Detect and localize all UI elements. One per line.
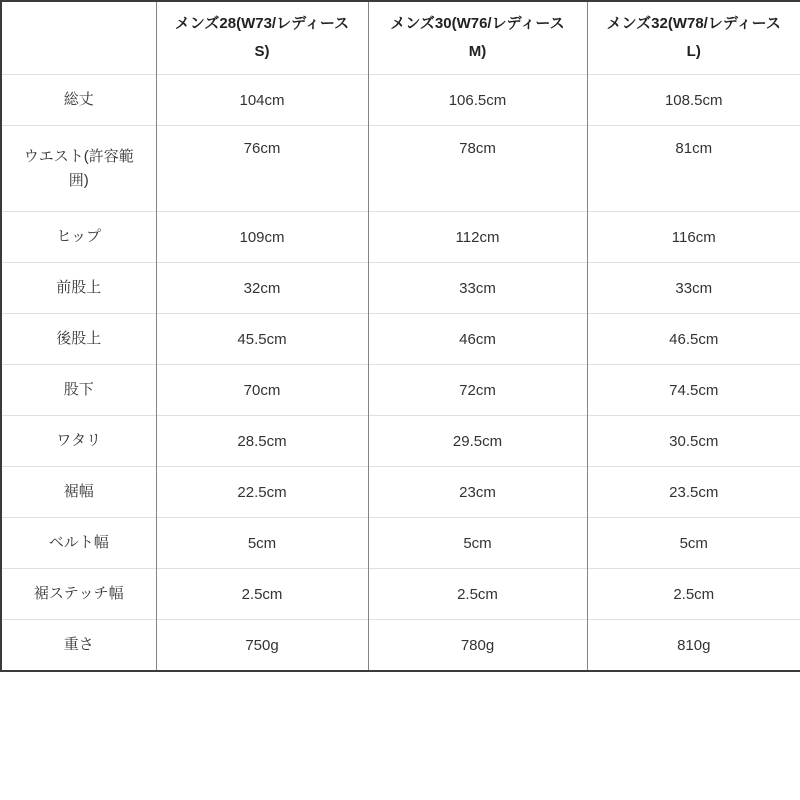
table-row-front-rise [1, 263, 800, 314]
size-cell: 23.5cm [587, 467, 800, 518]
row-label: 裾ステッチ幅 [1, 569, 156, 620]
table-row-total-length [1, 75, 800, 126]
table-row-back-rise [1, 314, 800, 365]
table-row-hem-width [1, 467, 800, 518]
table-header-row [1, 1, 800, 75]
size-cell: 2.5cm [156, 569, 368, 620]
size-cell: 5cm [368, 518, 587, 569]
table-row-hem-stitch-width [1, 569, 800, 620]
size-cell: 112cm [368, 212, 587, 263]
size-cell: 29.5cm [368, 416, 587, 467]
size-cell: 104cm [156, 75, 368, 126]
size-cell: 32cm [156, 263, 368, 314]
table-row-waist [1, 126, 800, 212]
row-label: ウエスト(許容範囲) [1, 126, 156, 212]
size-cell: 78cm [368, 126, 587, 212]
table-row-inseam [1, 365, 800, 416]
size-cell: 46.5cm [587, 314, 800, 365]
size-cell: 30.5cm [587, 416, 800, 467]
size-cell: 108.5cm [587, 75, 800, 126]
row-label: 重さ [1, 620, 156, 672]
row-label: 股下 [1, 365, 156, 416]
row-label: 総丈 [1, 75, 156, 126]
size-cell: 76cm [156, 126, 368, 212]
row-label: 後股上 [1, 314, 156, 365]
size-cell: 22.5cm [156, 467, 368, 518]
size-cell: 28.5cm [156, 416, 368, 467]
size-cell: 2.5cm [587, 569, 800, 620]
size-cell: 5cm [587, 518, 800, 569]
table-row-belt-width [1, 518, 800, 569]
size-cell: 23cm [368, 467, 587, 518]
size-cell: 45.5cm [156, 314, 368, 365]
size-cell: 74.5cm [587, 365, 800, 416]
row-label: ベルト幅 [1, 518, 156, 569]
row-label: 前股上 [1, 263, 156, 314]
size-cell: 81cm [587, 126, 800, 212]
size-cell: 70cm [156, 365, 368, 416]
size-cell: 106.5cm [368, 75, 587, 126]
row-label: ワタリ [1, 416, 156, 467]
column-header-mens28: メンズ28(W73/レディースS) [156, 1, 368, 75]
size-cell: 810g [587, 620, 800, 672]
size-cell: 33cm [587, 263, 800, 314]
size-cell: 5cm [156, 518, 368, 569]
table-row-weight [1, 620, 800, 672]
corner-cell [1, 1, 156, 75]
size-cell: 750g [156, 620, 368, 672]
size-cell: 109cm [156, 212, 368, 263]
size-cell: 116cm [587, 212, 800, 263]
row-label: 裾幅 [1, 467, 156, 518]
size-cell: 72cm [368, 365, 587, 416]
table-row-thigh-width [1, 416, 800, 467]
column-header-mens32: メンズ32(W78/レディースL) [587, 1, 800, 75]
table-row-hip [1, 212, 800, 263]
size-cell: 33cm [368, 263, 587, 314]
column-header-mens30: メンズ30(W76/レディースM) [368, 1, 587, 75]
size-cell: 46cm [368, 314, 587, 365]
size-cell: 2.5cm [368, 569, 587, 620]
row-label: ヒップ [1, 212, 156, 263]
size-cell: 780g [368, 620, 587, 672]
